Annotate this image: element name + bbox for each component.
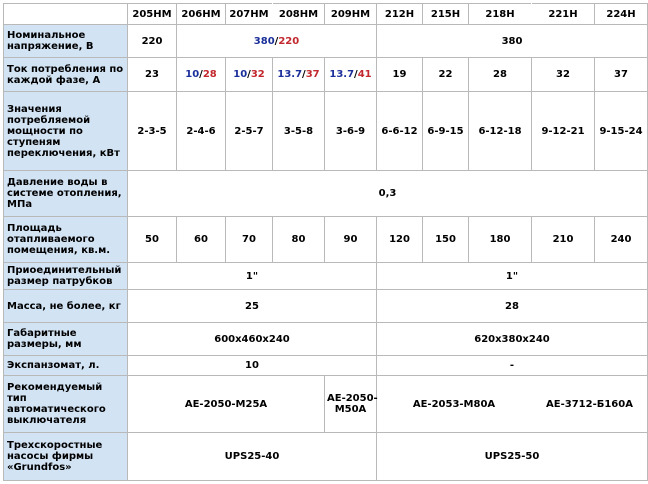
header-model: 208HM bbox=[273, 4, 325, 25]
breaker-d: АЕ-3712-Б160А bbox=[532, 376, 648, 432]
mass-hm: 25 bbox=[128, 290, 377, 323]
current-206 bbox=[177, 58, 226, 92]
header-model: 212H bbox=[377, 4, 423, 25]
power-value: 9-12-21 bbox=[532, 92, 595, 170]
pump-hm: UPS25-40 bbox=[128, 432, 377, 480]
pump-label: Трехскоростные насосы фирмы «Grundfos» bbox=[4, 432, 128, 480]
expansion-label: Экспанзомат, л. bbox=[4, 356, 128, 376]
pressure-value: 0,3 bbox=[128, 170, 648, 216]
current-205: 23 bbox=[128, 58, 177, 92]
current-218: 28 bbox=[469, 58, 532, 92]
voltage-205: 220 bbox=[128, 25, 177, 58]
dimensions-hm: 600х460х240 bbox=[128, 323, 377, 356]
current-206-3phase: 10 bbox=[185, 69, 200, 81]
header-model: 209HM bbox=[325, 4, 377, 25]
pump-h: UPS25-50 bbox=[377, 432, 648, 480]
current-209-3phase: 13.7 bbox=[329, 69, 355, 81]
header-model: 221H bbox=[532, 4, 595, 25]
breaker-a: АЕ-2050-М25А bbox=[128, 376, 325, 432]
pump-row bbox=[4, 432, 648, 480]
current-207-1phase: 32 bbox=[250, 69, 265, 81]
voltage-hm-3phase: 380 bbox=[253, 35, 275, 47]
expansion-h: - bbox=[377, 356, 648, 376]
area-value: 120 bbox=[377, 216, 423, 262]
area-value: 150 bbox=[423, 216, 469, 262]
breaker-label: Рекомендуемый тип автоматического выключателя bbox=[4, 376, 128, 432]
area-row bbox=[4, 216, 648, 262]
power-value: 2-3-5 bbox=[128, 92, 177, 170]
dimensions-label: Габаритные размеры, мм bbox=[4, 323, 128, 356]
mass-row bbox=[4, 290, 648, 323]
voltage-hm-separator: / bbox=[274, 35, 279, 47]
header-model: 215H bbox=[423, 4, 469, 25]
voltage-row bbox=[4, 25, 648, 58]
power-value: 6-12-18 bbox=[469, 92, 532, 170]
area-value: 210 bbox=[532, 216, 595, 262]
current-207-3phase: 10 bbox=[233, 69, 248, 81]
current-209-1phase: 41 bbox=[357, 69, 372, 81]
voltage-label: Номинальное напряжение, В bbox=[4, 25, 128, 58]
power-value: 3-5-8 bbox=[273, 92, 325, 170]
area-value: 50 bbox=[128, 216, 177, 262]
area-value: 80 bbox=[273, 216, 325, 262]
current-212: 19 bbox=[377, 58, 423, 92]
voltage-h: 380 bbox=[377, 25, 648, 58]
power-value: 9-15-24 bbox=[595, 92, 648, 170]
current-224: 37 bbox=[595, 58, 648, 92]
header-model: 218H bbox=[469, 4, 532, 25]
current-209 bbox=[325, 58, 377, 92]
header-model: 207HM bbox=[226, 4, 273, 25]
dimensions-row bbox=[4, 323, 648, 356]
header-empty-cell bbox=[4, 4, 128, 25]
area-value: 180 bbox=[469, 216, 532, 262]
expansion-hm: 10 bbox=[128, 356, 377, 376]
power-value: 2-4-6 bbox=[177, 92, 226, 170]
expansion-row bbox=[4, 356, 648, 376]
header-model: 206HM bbox=[177, 4, 226, 25]
power-row bbox=[4, 92, 648, 170]
current-row bbox=[4, 58, 648, 92]
current-206-1phase: 28 bbox=[202, 69, 217, 81]
area-value: 240 bbox=[595, 216, 648, 262]
power-label: Значения потребляемой мощности по ступеням переключения, кВт bbox=[4, 92, 128, 170]
current-208-3phase: 13.7 bbox=[277, 69, 303, 81]
current-label: Ток потребления по каждой фазе, А bbox=[4, 58, 128, 92]
header-model: 205HM bbox=[128, 4, 177, 25]
current-207-separator: / bbox=[247, 69, 251, 81]
pipe-row bbox=[4, 263, 648, 290]
area-value: 70 bbox=[226, 216, 273, 262]
header-row bbox=[4, 4, 648, 25]
area-label: Площадь отапливаемого помещения, кв.м. bbox=[4, 216, 128, 262]
current-208-separator: / bbox=[302, 69, 306, 81]
power-value: 2-5-7 bbox=[226, 92, 273, 170]
area-value: 60 bbox=[177, 216, 226, 262]
pipe-hm: 1" bbox=[128, 263, 377, 290]
current-209-separator: / bbox=[354, 69, 358, 81]
power-value: 6-6-12 bbox=[377, 92, 423, 170]
breaker-b: АЕ-2050-М50А bbox=[325, 376, 377, 432]
current-208 bbox=[273, 58, 325, 92]
dimensions-h: 620х380х240 bbox=[377, 323, 648, 356]
breaker-c: АЕ-2053-М80А bbox=[377, 376, 532, 432]
current-221: 32 bbox=[532, 58, 595, 92]
voltage-hm bbox=[177, 25, 377, 58]
current-207 bbox=[226, 58, 273, 92]
power-value: 6-9-15 bbox=[423, 92, 469, 170]
current-215: 22 bbox=[423, 58, 469, 92]
voltage-hm-1phase: 220 bbox=[278, 35, 300, 47]
mass-label: Масса, не более, кг bbox=[4, 290, 128, 323]
mass-h: 28 bbox=[377, 290, 648, 323]
current-206-separator: / bbox=[199, 69, 203, 81]
pipe-h: 1" bbox=[377, 263, 648, 290]
breaker-row bbox=[4, 376, 648, 432]
power-value: 3-6-9 bbox=[325, 92, 377, 170]
area-value: 90 bbox=[325, 216, 377, 262]
header-model: 224H bbox=[595, 4, 648, 25]
current-208-1phase: 37 bbox=[305, 69, 320, 81]
pipe-label: Приоединительный размер патрубков bbox=[4, 263, 128, 290]
pressure-row bbox=[4, 170, 648, 216]
pressure-label: Давление воды в системе отопления, МПа bbox=[4, 170, 128, 216]
specifications-table bbox=[3, 3, 648, 481]
